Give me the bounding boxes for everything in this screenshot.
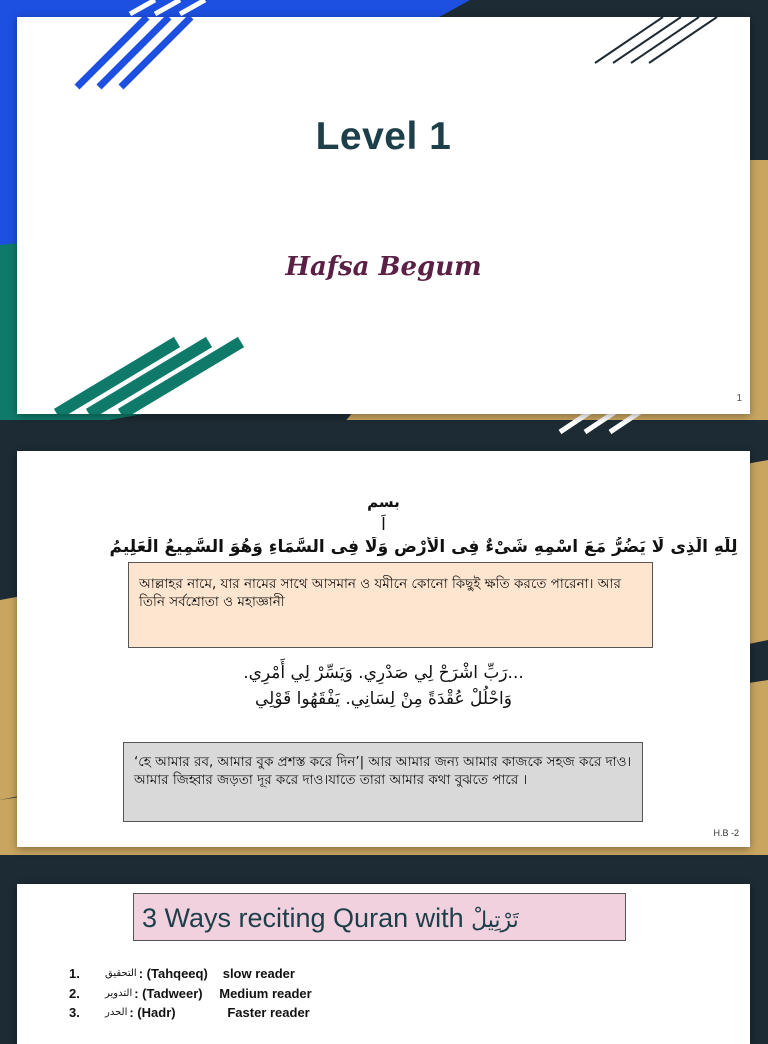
item-number: 3. [69,1005,80,1021]
list-item [69,964,312,984]
slide-ways [17,884,750,1044]
bismillah-text: بسم [367,493,400,511]
item-arabic: التحقيق [105,968,137,980]
slide-title [17,17,750,414]
slide-title-text: Level 1 [315,115,452,158]
slide-dua [17,451,750,847]
item-name: : (Tadweer) [134,985,203,1001]
dua-translation-text: ‘হে আমার রব, আমার বুক প্রশস্ত করে দিন’| আর আমার জন্য আমার কাজকে সহজ করে দাও। আমার জিহ্বার জড়তা দূর করে দাও।যাতে তারা আমার কথা বুঝতে পারে । [134,754,632,788]
item-arabic: التدوير [105,987,133,999]
item-number: 1. [69,966,80,982]
dua-translation-box [123,742,643,822]
section-heading [133,893,626,941]
bengali-translation-text: আল্লাহর নামে, যার নামের সাথে আসমান ও যমীনে কোনো কিছুই ক্ষতি করতে পারেনা। আর তিনি সর্বশ্রোতা ও মহাজ্ঞানী [139,576,621,610]
stripe-decoration [17,17,750,414]
page-number: 1 [736,393,742,404]
list-item [69,1003,312,1023]
item-name: : (Hadr) [129,1005,176,1021]
dua-line-2: وَاحْلُلْ عُقْدَةً مِنْ لِسَانِي. يَفْقَهُوا قَوْلِي [255,689,512,709]
item-arabic: الحدر [105,1007,128,1019]
item-desc: Medium reader [219,985,312,1001]
arabic-alif: اَ [381,515,386,535]
list-item [69,984,312,1004]
author-name: Hafsa Begum [285,252,482,282]
arabic-ayah: لِلّٰهِ الَّذِى لَا يَضُرُّ مَعَ اسْمِهِ شَىْءٌ فِى الْأَرْضِ وَلَا فِى السَّمَاءِ وَهُوَ السَّمِيعُ الْعَلِيمُ [109,537,738,557]
dua-line-1: ...رَبِّ اشْرَحْ لِي صَدْرِي. وَيَسِّرْ لِي أَمْرِي. [243,663,524,683]
heading-arabic: تَرْتِيلْ [471,908,519,933]
item-name: : (Tahqeeq) [138,966,208,982]
item-desc: slow reader [222,966,295,982]
slide-footer: H.B -2 [713,828,739,838]
item-number: 2. [69,985,80,1001]
heading-text: 3 Ways reciting Quran with [142,903,472,933]
item-desc: Faster reader [227,1005,310,1021]
ways-list [69,964,312,1023]
bengali-translation-box [128,562,653,648]
